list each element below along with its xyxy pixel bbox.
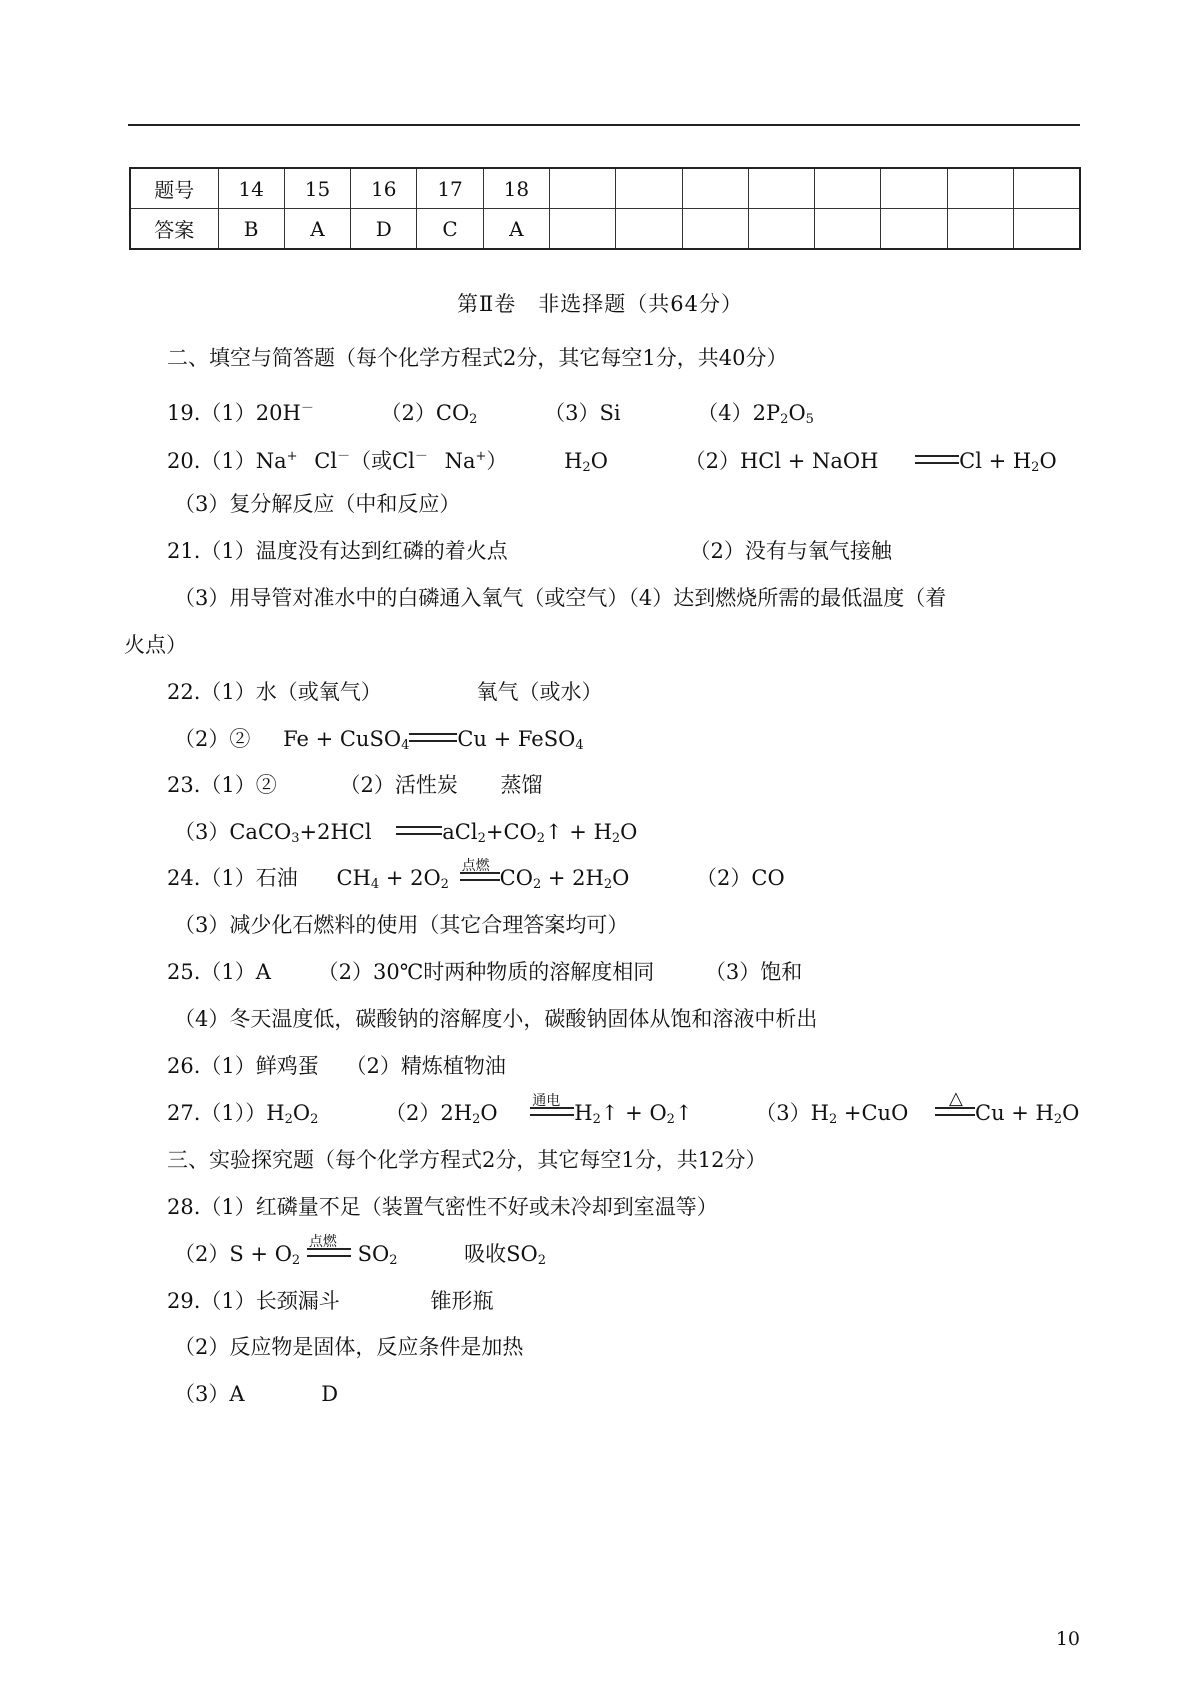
q23-a3b: +2HCl bbox=[299, 820, 372, 844]
q27-a3r-sub: 2 bbox=[1053, 1112, 1063, 1127]
q28-a1: （1）红磷量不足（装置气密性不好或未冷却到室温等） bbox=[200, 1195, 718, 1219]
q22-num: 22. bbox=[167, 680, 201, 704]
q19-a4: （4）2P bbox=[697, 401, 781, 425]
q29-num: 29. bbox=[167, 1289, 201, 1313]
q23-line2 bbox=[174, 818, 637, 853]
q23-a3r-sub2: 2 bbox=[536, 831, 546, 846]
q29-a3: （3）A bbox=[174, 1382, 245, 1406]
q29-line3 bbox=[174, 1380, 338, 1408]
table-row-numbers bbox=[130, 168, 1080, 209]
q22-a2r-sub: 4 bbox=[575, 738, 584, 753]
q27-a2r-sub: 2 bbox=[592, 1112, 601, 1127]
q24-a1: （1）石油 bbox=[200, 866, 298, 890]
page-number: 10 bbox=[1055, 1628, 1080, 1650]
q19-a1-sup: － bbox=[300, 401, 314, 416]
table-cell-answer bbox=[682, 209, 748, 250]
q22-a1: （1）水（或氧气） bbox=[200, 680, 382, 704]
q19-a4-sub2: 5 bbox=[805, 412, 814, 427]
q25-a1: （1）A bbox=[200, 960, 271, 984]
q27-a2b: O bbox=[480, 1101, 498, 1125]
q20-line bbox=[167, 443, 1057, 482]
q27-a3: （3）H bbox=[755, 1101, 829, 1125]
q20-s3: － bbox=[414, 449, 428, 464]
q24-rsub1: 2 bbox=[532, 877, 542, 892]
q27-sub2: 2 bbox=[310, 1112, 319, 1127]
q23-line bbox=[167, 771, 543, 799]
q25-line bbox=[167, 958, 802, 986]
q23-a2b: 蒸馏 bbox=[500, 773, 543, 797]
q19-a2: （2）CO bbox=[380, 401, 470, 425]
q24-a3: （3）减少化石燃料的使用（其它合理答案均可） bbox=[174, 913, 629, 937]
table-cell-answer bbox=[549, 209, 615, 250]
q20-s2: － bbox=[337, 449, 351, 464]
q28-a2c-sub: 2 bbox=[537, 1253, 547, 1268]
q23-a1: （1）② bbox=[200, 773, 277, 797]
table-cell-number bbox=[815, 168, 881, 209]
q20-a1b: Cl bbox=[314, 449, 338, 473]
section-title: 第Ⅱ卷 非选择题（共64分） bbox=[457, 292, 743, 316]
q27-a1b: O bbox=[292, 1101, 311, 1125]
q24-sub2: 2 bbox=[440, 877, 449, 892]
table-cell-answer: A bbox=[483, 209, 549, 250]
q21-a3b: 火点） bbox=[124, 633, 187, 657]
q20-a1c: （或Cl bbox=[350, 449, 415, 473]
q27-condition: 通电 bbox=[532, 1093, 561, 1109]
q24-a1eq: CH bbox=[336, 866, 371, 890]
q27-a2rb: ↑ + O bbox=[600, 1101, 667, 1125]
part3-heading: 三、实验探究题（每个化学方程式2分，其它每空1分，共12分） bbox=[167, 1148, 767, 1172]
q29-a2: （2）反应物是固体，反应条件是加热 bbox=[174, 1335, 524, 1359]
q27-a2-sub: 2 bbox=[472, 1112, 481, 1127]
q24-line bbox=[167, 858, 785, 899]
table-cell-answer: A bbox=[284, 209, 350, 250]
q27-a2: （2）2H bbox=[385, 1101, 473, 1125]
q28-a2-sub: 2 bbox=[291, 1253, 301, 1268]
q19-line bbox=[167, 395, 814, 434]
q28-a2: （2）S + O bbox=[174, 1242, 292, 1266]
table-cell-answer bbox=[748, 209, 814, 250]
q20-a2rb: O bbox=[1039, 449, 1057, 473]
q24-rsub2: 2 bbox=[603, 877, 613, 892]
table-cell-number: 18 bbox=[483, 168, 549, 209]
table-row-answers bbox=[130, 209, 1080, 250]
q25-a2: （2）30℃时两种物质的溶解度相同 bbox=[317, 960, 655, 984]
table-cell-answer bbox=[616, 209, 682, 250]
q19-num: 19. bbox=[167, 401, 201, 425]
q21-a3: （3）用导管对准水中的白磷通入氧气（或空气）（4）达到燃烧所需的最低温度（着 bbox=[174, 586, 947, 610]
q25-num: 25. bbox=[167, 960, 201, 984]
q24-a1rc: O bbox=[612, 866, 630, 890]
equals-sign bbox=[530, 1093, 574, 1116]
q29-a1b: 锥形瓶 bbox=[430, 1289, 494, 1313]
q27-a1: （1））H bbox=[200, 1101, 285, 1125]
q20-a1: （1）Na bbox=[200, 449, 287, 473]
q24-a1rb: + 2H bbox=[541, 866, 604, 890]
q20-a1f: H bbox=[564, 449, 583, 473]
q22-a2-sub: 4 bbox=[401, 738, 410, 753]
q20-a3: （3）复分解反应（中和反应） bbox=[174, 492, 461, 516]
table-cell-answer: C bbox=[417, 209, 483, 250]
q23-a3r: aCl bbox=[442, 820, 478, 844]
q25-a4: （4）冬天温度低，碳酸钠的溶解度小，碳酸钠固体从饱和溶液中析出 bbox=[174, 1007, 818, 1031]
q22-a2: （2）② bbox=[174, 727, 251, 751]
table-cell-number bbox=[549, 168, 615, 209]
q28-a2r: SO bbox=[357, 1242, 390, 1266]
table-cell-number: 17 bbox=[417, 168, 483, 209]
q20-a2r-sub: 2 bbox=[1031, 460, 1040, 475]
equals-sign bbox=[409, 733, 457, 742]
table-cell-number bbox=[1014, 168, 1080, 209]
q23-a3: （3）CaCO bbox=[174, 820, 292, 844]
q22-line bbox=[167, 678, 602, 706]
q20-s4: + bbox=[475, 449, 487, 464]
table-cell-number bbox=[682, 168, 748, 209]
q22-a1b: 氧气（或水） bbox=[476, 680, 603, 704]
q19-a2-sub: 2 bbox=[469, 412, 478, 427]
table-cell-answer bbox=[1014, 209, 1080, 250]
table-cell-number bbox=[947, 168, 1013, 209]
q29-line bbox=[167, 1287, 493, 1315]
table-cell-answer bbox=[815, 209, 881, 250]
q23-a3r-sub3: 2 bbox=[611, 831, 621, 846]
table-cell-number bbox=[748, 168, 814, 209]
q24-a1r: CO bbox=[499, 866, 533, 890]
equals-sign bbox=[915, 455, 959, 464]
q27-a3b: +CuO bbox=[837, 1101, 909, 1125]
q25-a3: （3）饱和 bbox=[704, 960, 803, 984]
q20-a1f-sub: 2 bbox=[582, 460, 591, 475]
table-cell-number bbox=[881, 168, 947, 209]
q27-a3r: Cu + H bbox=[975, 1101, 1054, 1125]
table-cell-answer: D bbox=[351, 209, 417, 250]
q28-num: 28. bbox=[167, 1195, 201, 1219]
q21-line bbox=[167, 537, 892, 565]
q21-a1: （1）温度没有达到红磷的着火点 bbox=[200, 539, 508, 563]
q22-a2eq: Fe + CuSO bbox=[283, 727, 402, 751]
delta-symbol: △ bbox=[949, 1088, 963, 1109]
q23-a3r-sub1: 2 bbox=[477, 831, 486, 846]
q24-sub1: 4 bbox=[370, 877, 380, 892]
q20-a2r: Cl + H bbox=[959, 449, 1032, 473]
q27-num: 27. bbox=[167, 1101, 201, 1125]
q22-line2 bbox=[174, 725, 584, 760]
q23-a3rd: O bbox=[620, 820, 638, 844]
q28-line bbox=[167, 1193, 718, 1221]
table-answer-label: 答案 bbox=[130, 209, 218, 250]
q20-a1e: ） bbox=[486, 449, 508, 473]
q19-a1: （1）20H bbox=[200, 401, 301, 425]
q20-a1d: Na bbox=[444, 449, 476, 473]
table-cell-answer bbox=[881, 209, 947, 250]
q21-num: 21. bbox=[167, 539, 201, 563]
equals-sign bbox=[935, 1088, 975, 1116]
q23-a2: （2）活性炭 bbox=[339, 773, 458, 797]
q26-a1: （1）鲜鸡蛋 bbox=[200, 1054, 319, 1078]
q27-a3rb: O bbox=[1062, 1101, 1080, 1125]
equals-sign bbox=[307, 1234, 351, 1257]
q19-a4b: O bbox=[788, 401, 806, 425]
q22-a2r: Cu + FeSO bbox=[457, 727, 576, 751]
answer-table bbox=[129, 167, 1081, 250]
q23-a3rc: ↑ + H bbox=[545, 820, 612, 844]
q26-num: 26. bbox=[167, 1054, 201, 1078]
q19-a4-sub1: 2 bbox=[780, 412, 789, 427]
q27-a2r: H bbox=[574, 1101, 593, 1125]
q28-a2c: 吸收SO bbox=[464, 1242, 538, 1266]
q29-a3b: D bbox=[321, 1382, 339, 1406]
q27-a3-sub: 2 bbox=[828, 1112, 838, 1127]
q19-a3: （3）Si bbox=[544, 401, 621, 425]
q27-sub1: 2 bbox=[284, 1112, 293, 1127]
q21-a2: （2）没有与氧气接触 bbox=[689, 539, 892, 563]
q23-a3-sub: 3 bbox=[291, 831, 300, 846]
q28-condition: 点燃 bbox=[308, 1234, 337, 1250]
header-rule bbox=[128, 124, 1080, 126]
q20-a2: （2）HCl + NaOH bbox=[684, 449, 879, 473]
equals-sign bbox=[460, 858, 500, 881]
table-header-label: 题号 bbox=[130, 168, 218, 209]
table-cell-answer bbox=[947, 209, 1013, 250]
part2-heading: 二、填空与简答题（每个化学方程式2分，其它每空1分，共40分） bbox=[167, 346, 788, 370]
table-cell-answer: B bbox=[218, 209, 284, 250]
q28-a2r-sub: 2 bbox=[389, 1253, 398, 1268]
table-cell-number bbox=[616, 168, 682, 209]
q20-a1fb: O bbox=[590, 449, 608, 473]
q28-line2 bbox=[174, 1234, 547, 1275]
q26-a2: （2）精炼植物油 bbox=[345, 1054, 506, 1078]
q24-num: 24. bbox=[167, 866, 201, 890]
q26-line bbox=[167, 1052, 506, 1080]
q24-condition: 点燃 bbox=[461, 858, 490, 874]
q27-a2rc: ↑ bbox=[674, 1101, 693, 1125]
q23-num: 23. bbox=[167, 773, 201, 797]
q24-a2: （2）CO bbox=[696, 866, 785, 890]
q23-a3rb: +CO bbox=[485, 820, 537, 844]
q27-a2r-sub2: 2 bbox=[666, 1112, 675, 1127]
equals-sign bbox=[396, 826, 442, 835]
q20-num: 20. bbox=[167, 449, 201, 473]
q27-line bbox=[167, 1088, 1080, 1134]
q20-s1: + bbox=[286, 449, 298, 464]
table-cell-number: 16 bbox=[351, 168, 417, 209]
table-cell-number: 14 bbox=[218, 168, 284, 209]
q29-a1: （1）长颈漏斗 bbox=[200, 1289, 340, 1313]
table-cell-number: 15 bbox=[284, 168, 350, 209]
q24-a1eqb: + 2O bbox=[379, 866, 441, 890]
